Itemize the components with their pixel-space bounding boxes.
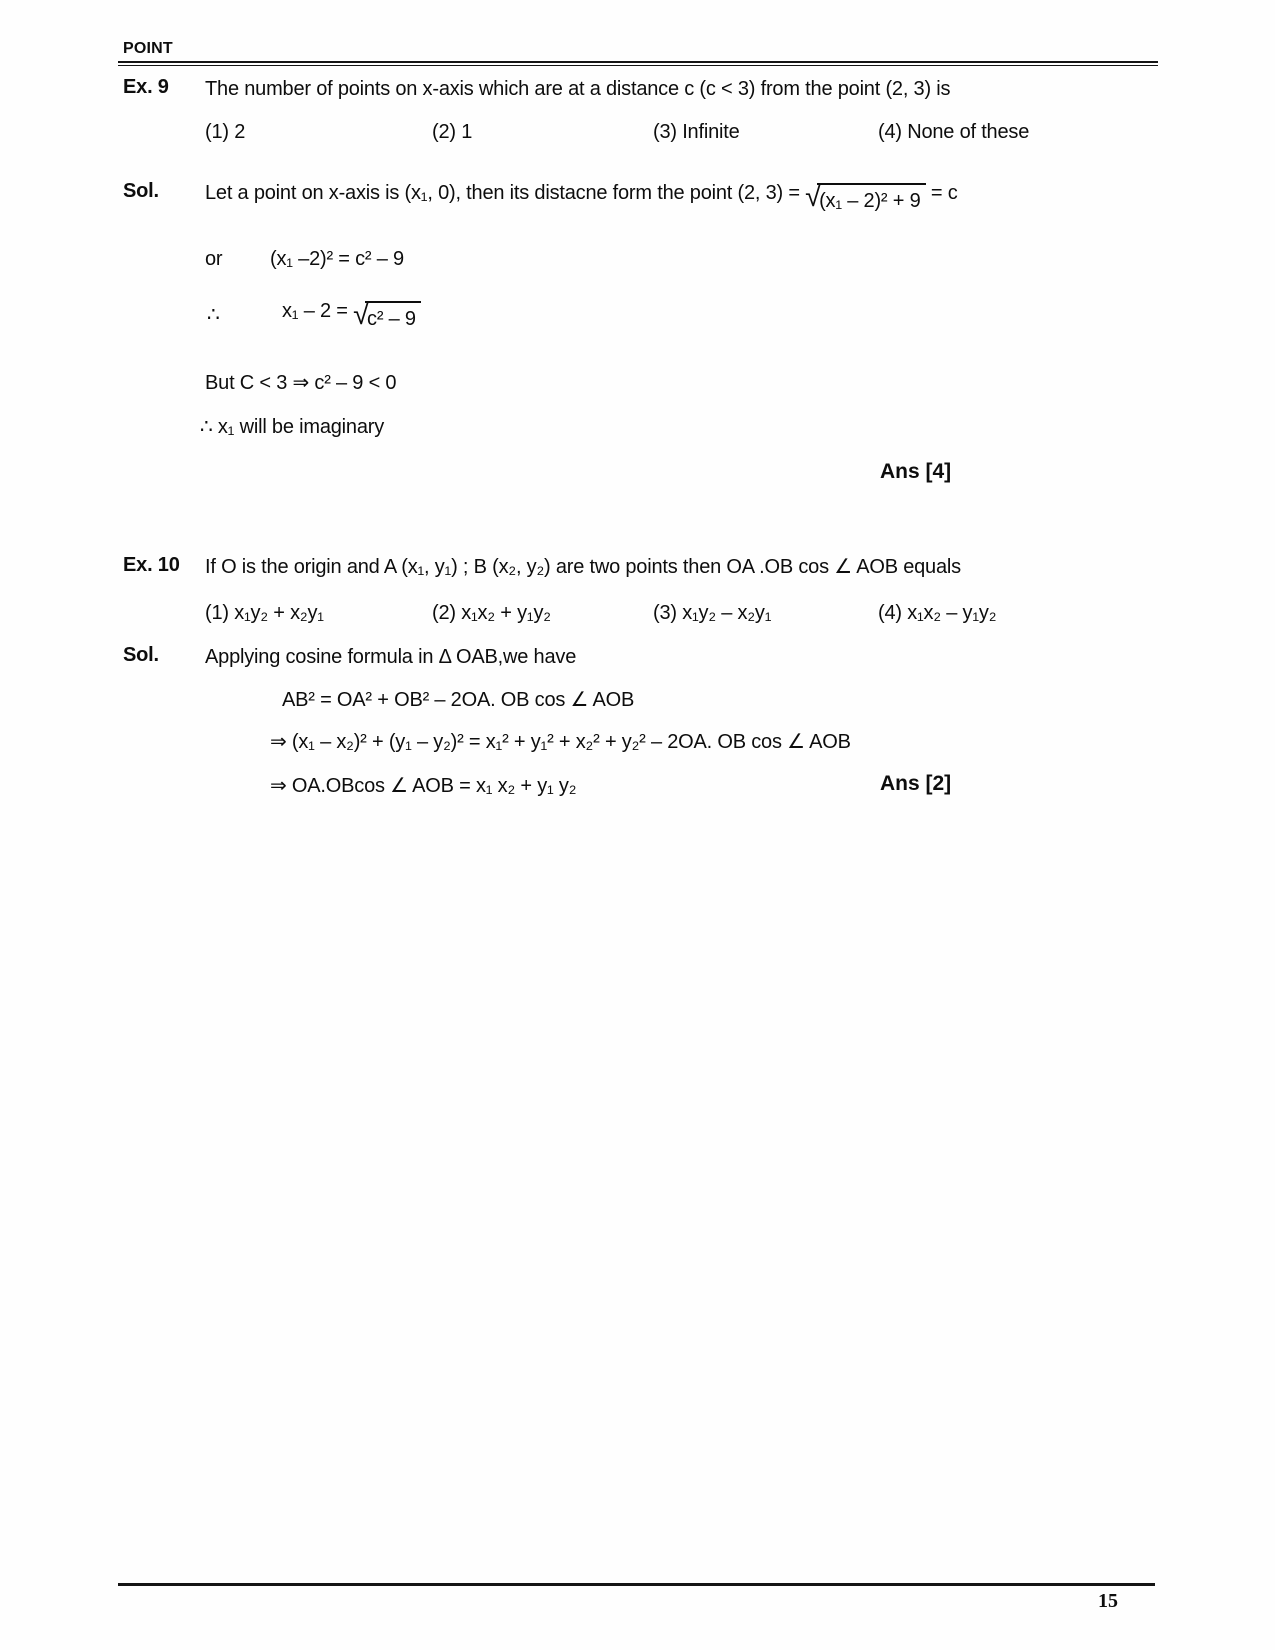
ex9-imaginary-line: ∴ x₁ will be imaginary bbox=[200, 416, 385, 438]
ex9-option-1: (1) 2 bbox=[205, 121, 246, 143]
ex9-but-line: But C < 3 ⇒ c² – 9 < 0 bbox=[205, 372, 397, 394]
radical-sign: √ bbox=[353, 299, 370, 331]
ex9-or-equation: (x₁ –2)² = c² – 9 bbox=[270, 248, 404, 270]
footer-rule bbox=[118, 1583, 1155, 1586]
ex9-option-4: (4) None of these bbox=[878, 121, 1030, 143]
ex9-sol-label: Sol. bbox=[123, 180, 159, 202]
ex10-option-3: (3) x₁y₂ – x₂y₁ bbox=[653, 602, 772, 624]
ex9-therefore-equation bbox=[282, 298, 421, 332]
ex10-option-4: (4) x₁x₂ – y₁y₂ bbox=[878, 602, 997, 624]
ex9-sol-intro-tail: = c bbox=[925, 182, 958, 204]
ex10-option-2: (2) x₁x₂ + y₁y₂ bbox=[432, 602, 551, 624]
radicand: c² – 9 bbox=[365, 301, 421, 332]
page-header-title: POINT bbox=[123, 40, 173, 57]
ex10-label: Ex. 10 bbox=[123, 554, 180, 576]
ex10-option-1: (1) x₁y₂ + x₂y₁ bbox=[205, 602, 324, 624]
ex9-option-2: (2) 1 bbox=[432, 121, 473, 143]
sqrt-expression bbox=[353, 301, 421, 332]
ex9-sol-intro-line bbox=[205, 180, 958, 214]
ex10-sol-intro: Applying cosine formula in Δ OAB,we have bbox=[205, 646, 577, 668]
ex9-answer: Ans [4] bbox=[880, 460, 952, 483]
ex10-sol-line3: ⇒ OA.OBcos ∠ AOB = x₁ x₂ + y₁ y₂ bbox=[270, 775, 577, 797]
page-number: 15 bbox=[1098, 1590, 1118, 1612]
header-rule bbox=[118, 61, 1158, 66]
radical-sign: √ bbox=[805, 181, 822, 213]
ex10-question: If O is the origin and A (x₁, y₁) ; B (x₂, y₂) are two points then OA .OB cos ∠ AOB equals bbox=[205, 556, 961, 578]
radicand: (x₁ – 2)² + 9 bbox=[817, 183, 925, 214]
ex10-sol-line2: ⇒ (x₁ – x₂)² + (y₁ – y₂)² = x₁² + y₁² + x₂² + y₂² – 2OA. OB cos ∠ AOB bbox=[270, 731, 851, 753]
ex10-sol-line1: AB² = OA² + OB² – 2OA. OB cos ∠ AOB bbox=[282, 689, 635, 711]
ex9-question: The number of points on x-axis which are at a distance c (c < 3) from the point (2, 3) is bbox=[205, 78, 951, 100]
ex9-label: Ex. 9 bbox=[123, 76, 169, 98]
therefore-symbol: ∴ bbox=[207, 304, 220, 326]
sqrt-expression bbox=[805, 183, 925, 214]
ex9-therefore-prefix: x₁ – 2 = bbox=[282, 300, 354, 322]
ex10-answer: Ans [2] bbox=[880, 772, 952, 795]
ex9-option-3: (3) Infinite bbox=[653, 121, 740, 143]
ex9-or-label: or bbox=[205, 248, 223, 270]
ex9-sol-intro-text: Let a point on x-axis is (x₁, 0), then its distacne form the point (2, 3) = bbox=[205, 182, 806, 204]
ex10-sol-label: Sol. bbox=[123, 644, 159, 666]
